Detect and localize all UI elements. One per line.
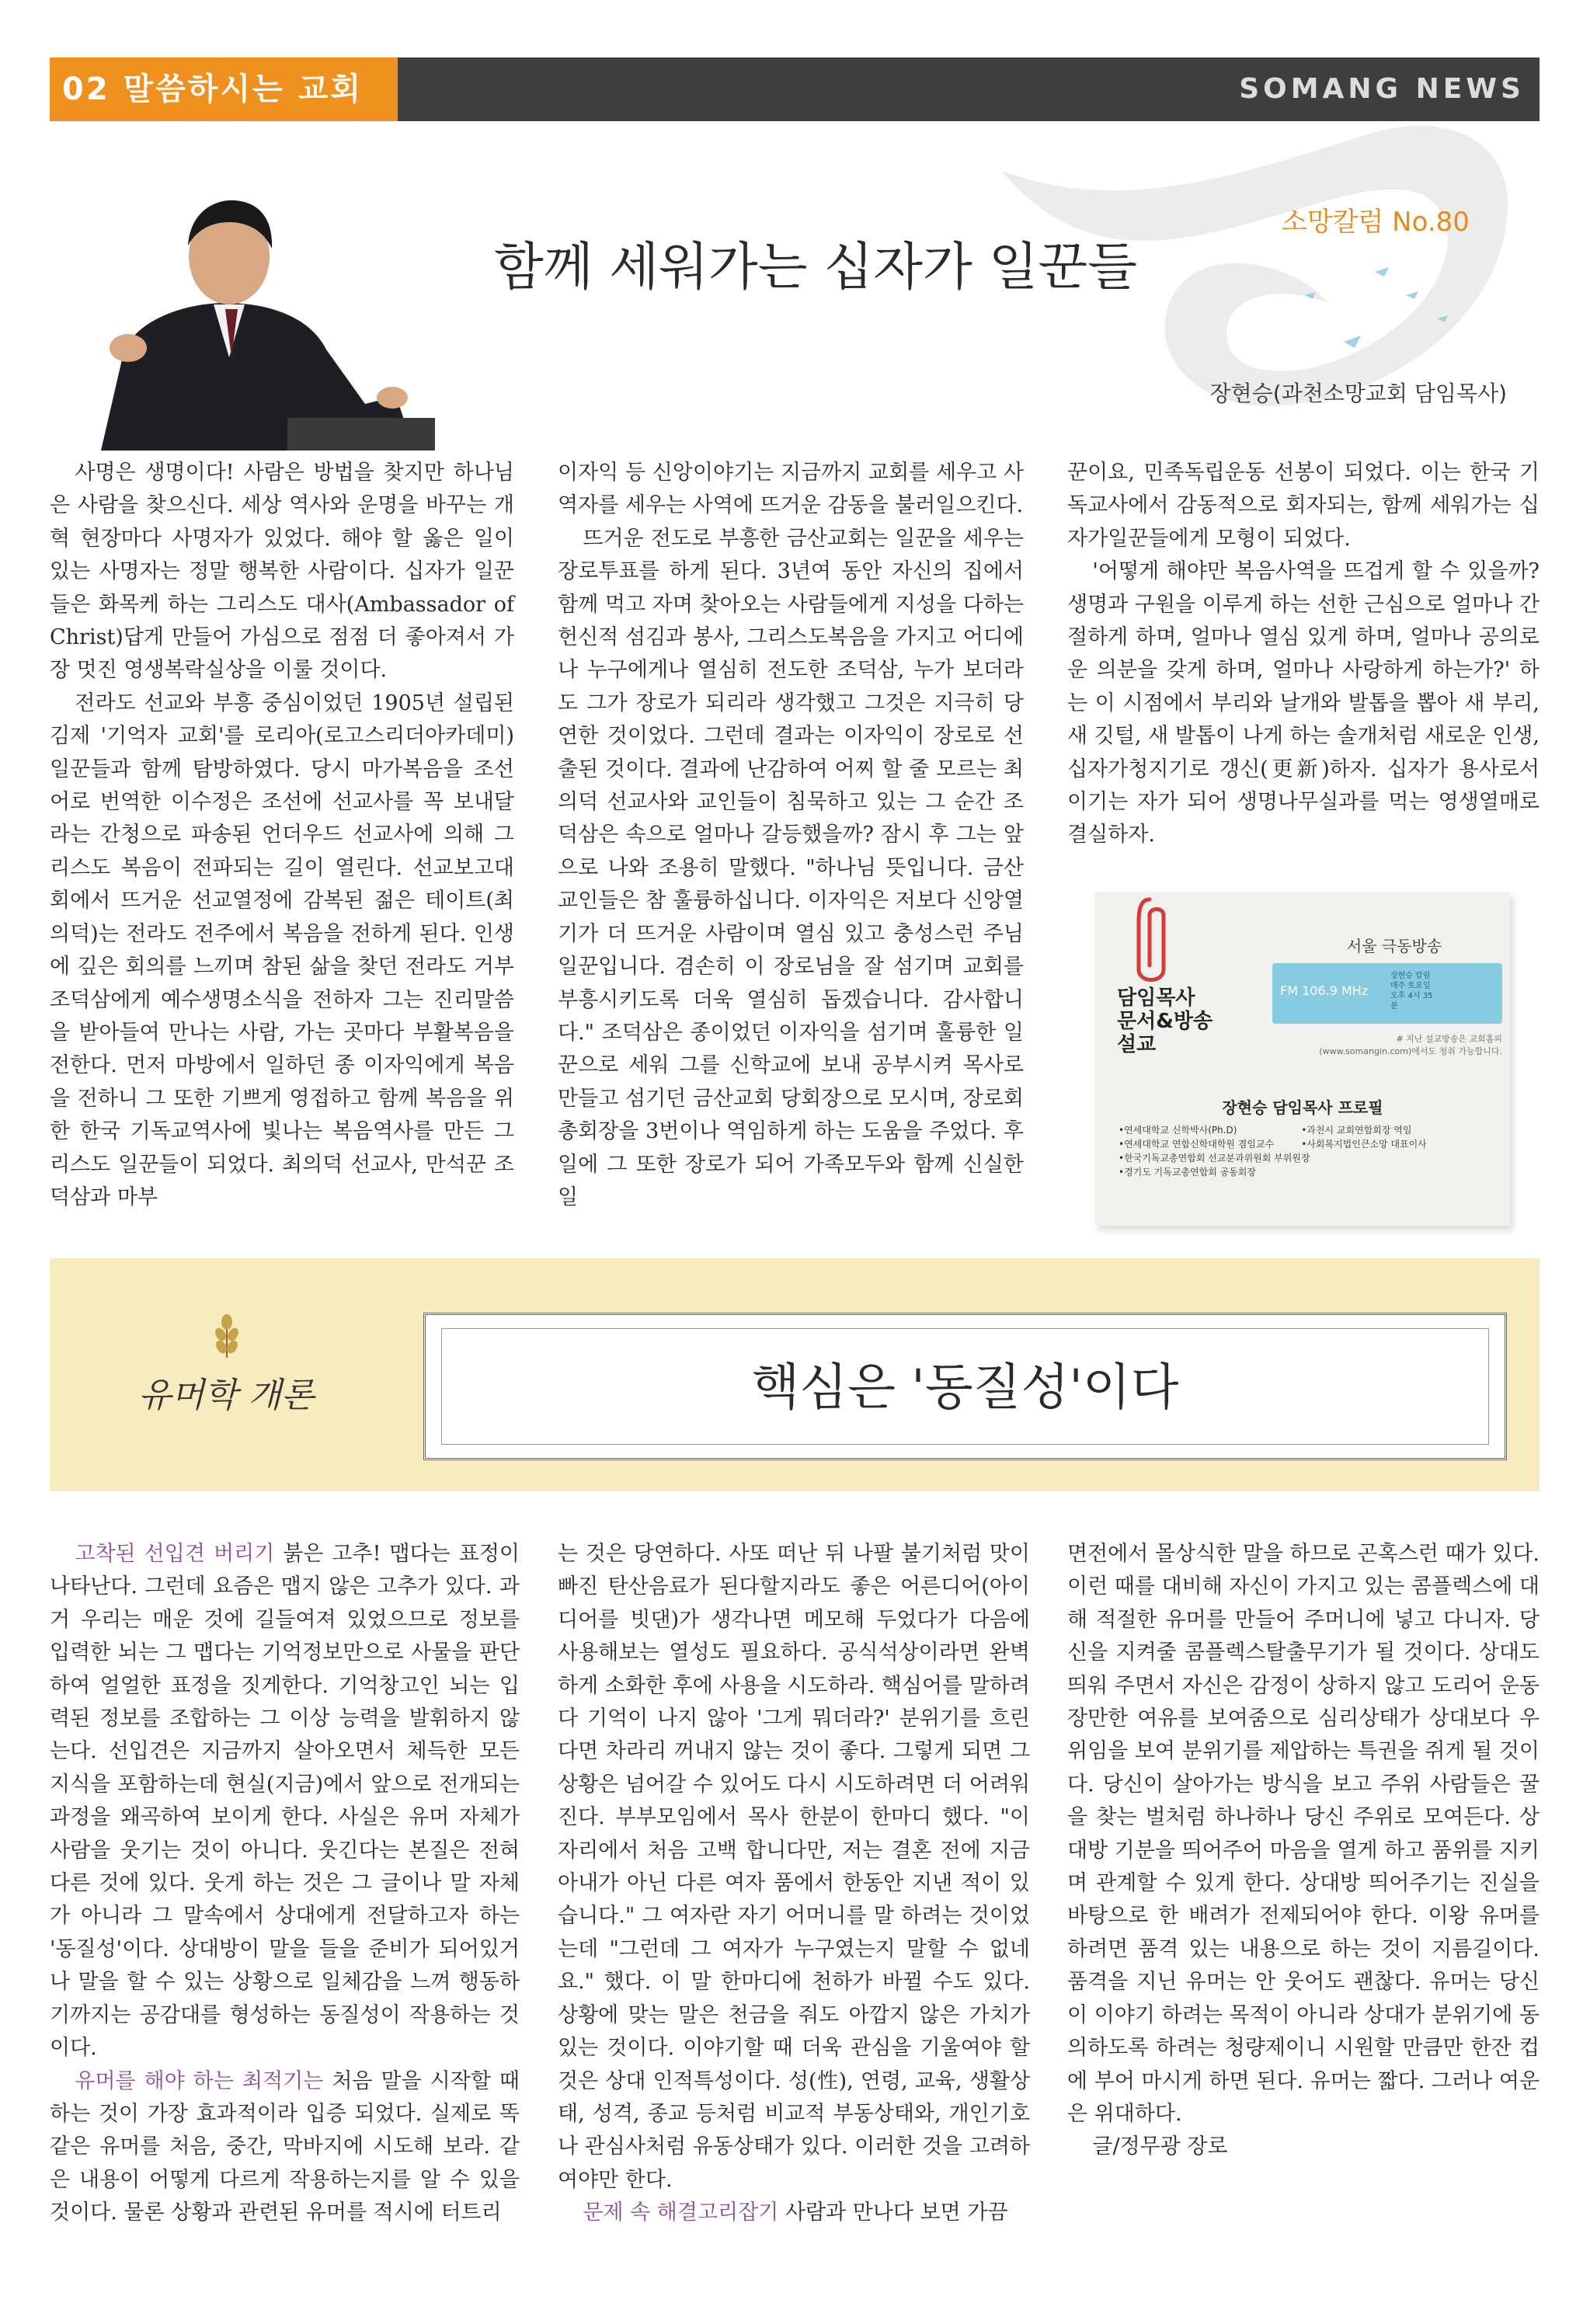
radio-station: 서울 극동방송 [1346,937,1442,955]
paragraph: 뜨거운 전도로 부흥한 금산교회는 일꾼을 세우는 장로투표를 하게 된다. 3년여 동안 자신의 집에서 함께 먹고 자며 찾아오는 사람들에게 지성을 다하는 헌신적 섬김과 봉사, 그리스도복음을 가지고 어디에나 누구에게나 열심히 전도한 조덕삼, 누가 보더라도 그가 장로가 되리라 생각했고 그것은 지극히 당연한 것이었다. 그런데 결과는 이자익이 장로로 선출된 것이다. 결과에 난감하여 어찌 할 줄 모르는 최의덕 선교사와 교인들이 침묵하고 있는 그 순간 조덕삼은 속으로 얼마나 갈등했을까? 잠시 후 그는 앞으로 나와 조용히 말했다. "하나님 뜻입니다. 금산교인들은 참 훌륭하십니다. 이자익은 저보다 신앙열기가 더 뜨거운 사람이며 열심 있고 충성스런 주님 일꾼입니다. 겸손히 이 장로님을 잘 섬기며 교회를 부흥시키도록 더욱 열심히 돕겠습니다. 감사합니다." 조덕삼은 종이었던 이자익을 섬기며 훌륭한 일꾼으로 세워 그를 신학교에 보내 공부시켜 목사로 만들고 섬기던 금산교회 당회장으로 모시며, 장로회 총회장을 3번이나 역임하게 하는 도움을 주었다. 후일에 그 또한 장로가 되어 가족모두와 함께 신실한 일 [558,526,1024,1209]
profile-item: •경기도 기독교총연합회 공동회장 [1119,1167,1256,1178]
paragraph: 유머를 해야 하는 최적기는 처음 말을 시작할 때 하는 것이 가장 효과적이라 입증 되었다. 실제로 똑같은 유머를 처음, 중간, 막바지에 시도해 보라. 같은 내용이 어떻게 다르게 작용하는지를 알 수 있을 것이다. 물론 상황과 관련된 유머를 적시에 터트리 [50,2068,520,2225]
radio-time: 장현승 칼럼 매주 토요일 오후 4시 35분 [1390,972,1433,1011]
profile-item: •한국기독교총연합회 선교분과위원회 부위원장 [1119,1153,1310,1164]
profile-list [1119,1123,1499,1179]
profile-item: •과천시 교회연합회장 역임 [1301,1125,1412,1136]
column-text-col3 [1067,457,1540,852]
leaf-icon [211,1313,242,1359]
paperclip-icon [1132,892,1179,993]
paragraph: '어떻게 해야만 복음사역을 뜨겁게 할 수 있을까? 생명과 구원을 이루게 하는 선한 근심으로 얼마나 간절하게 하며, 얼마나 열심 있게 하며, 얼마나 공의로운 의분을 갖게 하며, 얼마나 사랑하게 하는가?' 하는 이 시점에서 부리와 날개와 발톱을 뽑아 새 부리, 새 깃털, 새 발톱이 나게 하는 솔개처럼 새로운 인생, 십자가청지기로 갱신(更新)하자. 십자가 용사로서 이기는 자가 되어 생명나무실과를 먹는 영생열매로 결실하자. [1067,559,1540,847]
paragraph: 고착된 선입견 버리기 붉은 고추! 맵다는 표정이 나타난다. 그런데 요즘은 맵지 않은 고추가 있다. 과거 우리는 매운 것에 길들여져 있었으므로 정보를 입력한 뇌는 그 맵다는 기억정보만으로 사물을 판단하여 얼얼한 표정을 짓게한다. 기억창고인 뇌는 입력된 정보를 조합하는 그 이상 능력을 발휘하지 않는다. 선입견은 지금까지 살아오면서 체득한 모든 지식을 포함하는데 현실(지금)에서 앞으로 전개되는 과정을 왜곡하여 보이게 한다. 사실은 유머 자체가 사람을 웃기는 것이 아니다. 웃긴다는 본질은 전혀 다른 것에 있다. 웃게 하는 것은 그 글이나 말 자체가 아니라 그 말속에서 상대에게 전달하고자 하는 '동질성'이다. 상대방이 말을 들을 준비가 되어있거나 말을 할 수 있는 상황으로 일체감을 느껴 행동하기까지는 공감대를 형성하는 동질성이 작용하는 것이다. [50,1542,520,2061]
column-text-col1 [50,457,514,1214]
column-text-col2 [558,457,1024,1214]
humor-section-label: 유머학 개론 [138,1376,315,1415]
subheading: 유머를 해야 하는 최적기는 [75,2068,324,2093]
paragraph: 꾼이요, 민족독립운동 선봉이 되었다. 이는 한국 기독교사에서 감동적으로 회자되는, 함께 세워가는 십자가일꾼들에게 모형이 되었다. [1067,461,1540,551]
pastor-photo [54,171,435,451]
profile-item: •연세대학교 연합신학대학원 겸임교수 [1119,1139,1275,1150]
column-title: 함께 세워가는 십자가 일꾼들 [493,237,1137,297]
brand-logo: SOMANG NEWS [1239,73,1525,105]
paragraph: 전라도 선교와 부흥 중심이었던 1905년 설립된 김제 '기억자 교회'를 로리아(로고스리더아카데미) 일꾼들과 함께 탐방하였다. 당시 마가복음을 조선어로 번역한 이수정은 조선에 선교사를 꼭 보내달라는 간청으로 파송된 언더우드 선교사에 의해 그리스도 복음이 전파되는 길이 열린다. 선교보고대회에서 뜨거운 선교열정에 감복된 젊은 테이트(최의덕)는 전라도 전주에서 복음을 전하게 된다. 인생에 깊은 회의를 느끼며 참된 삶을 찾던 전라도 거부 조덕삼에게 예수생명소식을 전하자 그는 진리말씀을 받아들여 만나는 사람, 가는 곳마다 부활복음을 전한다. 먼저 마방에서 일하던 종 이자익에게 복음을 전하니 그 또한 기쁘게 영접하고 함께 복음을 위한 한국 기독교역사에 빛나는 복음역사를 만든 그리스도 일꾼들이 되었다. 최의덕 선교사, 만석꾼 조덕삼과 마부 [50,691,514,1209]
paragraph: 문제 속 해결고리잡기 사람과 만나다 보면 가끔 [583,2200,1008,2225]
paragraph: 이자익 등 신앙이야기는 지금까지 교회를 세우고 사역자를 세우는 사역에 뜨거운 감동을 불러일으킨다. [558,461,1024,518]
section-title: 02 말씀하시는 교회 [50,57,398,121]
paragraph: 사명은 생명이다! 사람은 방법을 찾지만 하나님은 사람을 찾으신다. 세상 역사와 운명을 바꾸는 개혁 현장마다 사명자가 있었다. 해야 할 옳은 일이 있는 사명자는 정말 행복한 사람이다. 십자가 일꾼들은 화목케 하는 그리스도 대사(Ambassador of Christ)답게 만들어 가심으로 점점 더 좋아져서 가장 멋진 영생복락실상을 이룰 것이다. [50,461,514,683]
radio-note: # 지난 설교방송은 교회홈피 (www.somangin.com)에서도 청취 가능합니다. [1319,1034,1502,1056]
humor-text-col3 [1067,1538,1540,2164]
profile-item: •연세대학교 신학박사(Ph.D) [1119,1125,1237,1136]
humor-text-col2 [558,1538,1030,2230]
humor-title: 핵심은 '동질성'이다 [751,1359,1179,1417]
subheading: 고착된 선입견 버리기 [75,1542,275,1566]
profile-item: •사회복지법인큰소망 대표이사 [1301,1139,1427,1150]
profile-name: 장현승 담임목사 프로필 [1222,1098,1383,1117]
subheading: 문제 속 해결고리잡기 [583,2200,779,2225]
humor-text-col1 [50,1538,520,2230]
byline: 글/정무광 장로 [1092,2134,1228,2159]
box-heading: 담임목사 문서&방송 설교 [1117,986,1213,1056]
paragraph: 는 것은 당연하다. 사또 떠난 뒤 나팔 불기처럼 맛이 빠진 탄산음료가 된다할지라도 좋은 어른디어(아이디어를 빗댄)가 생각나면 메모해 두었다가 다음에 사용해보는 열성도 필요하다. 공식석상이라면 완벽하게 소화한 후에 사용을 시도하라. 핵심어를 말하려다 기억이 나지 않아 '그게 뭐더라?' 분위기를 흐린다면 차라리 꺼내지 않는 것이 좋다. 그렇게 되면 그 상황은 넘어갈 수 있어도 다시 시도하려면 더 어려워진다. 부부모임에서 목사 한분이 한마디 했다. "이 자리에서 처음 고백 합니다만, 저는 결혼 전에 지금 아내가 아닌 다른 여자 품에서 한동안 지낸 적이 있습니다." 그 여자란 자기 어머니를 말 하려는 것이었는데 "그런데 그 여자가 누구였는지 말할 수 없네요." 했다. 이 말 한마디에 천하가 바뀔 수도 있다. 상황에 맞는 말은 천금을 줘도 아깝지 않은 가치가 있는 것이다. 이야기할 때 더욱 관심을 기울여야 할 것은 상대 인적특성이다. 성(性), 연령, 교육, 생활상태, 성격, 종교 등처럼 비교적 부동상태와, 개인기호나 관심사처럼 유동상태가 있다. 이러한 것을 고려하여야만 한다. [558,1542,1030,2192]
author-line: 장현승(과천소망교회 담임목사) [1209,381,1507,406]
paragraph: 면전에서 몰상식한 말을 하므로 곤혹스런 때가 있다. 이런 때를 대비해 자신이 가지고 있는 콤플렉스에 대해 적절한 유머를 만들어 주머니에 넣고 다니자. 당신을 지켜줄 콤플렉스탈출무기가 될 것이다. 상대도 띄워 주면서 자신은 감정이 상하지 않고 도리어 운동장만한 여유를 보여줌으로 심리상태가 상대보다 우위임을 보여 분위기를 제압하는 특권을 쥐게 될 것이다. 당신이 살아가는 방식을 보고 주위 사람들은 꿀을 찾는 벌처럼 하나하나 당신 주위로 모여든다. 상대방 기분을 띄어주어 마음을 열게 하고 품위를 지키며 관계할 수 있게 한다. 상대방 띄어주기는 진실을 바탕으로 한 배려가 전제되어야 한다. 이왕 유머를 하려면 품격 있는 내용으로 하는 것이 지름길이다. 품격을 지닌 유머는 안 웃어도 괜찮다. 유머는 당신이 이야기 하려는 목적이 아니라 상대가 분위기에 동의하도록 하려는 청량제이니 시원할 만큼만 한잔 컵에 부어 마시게 하면 된다. 유머는 짧다. 그러나 여운은 위대하다. [1067,1542,1540,2126]
column-label: 소망칼럼 No.80 [1282,207,1470,238]
radio-frequency: FM 106.9 MHz [1280,983,1369,998]
